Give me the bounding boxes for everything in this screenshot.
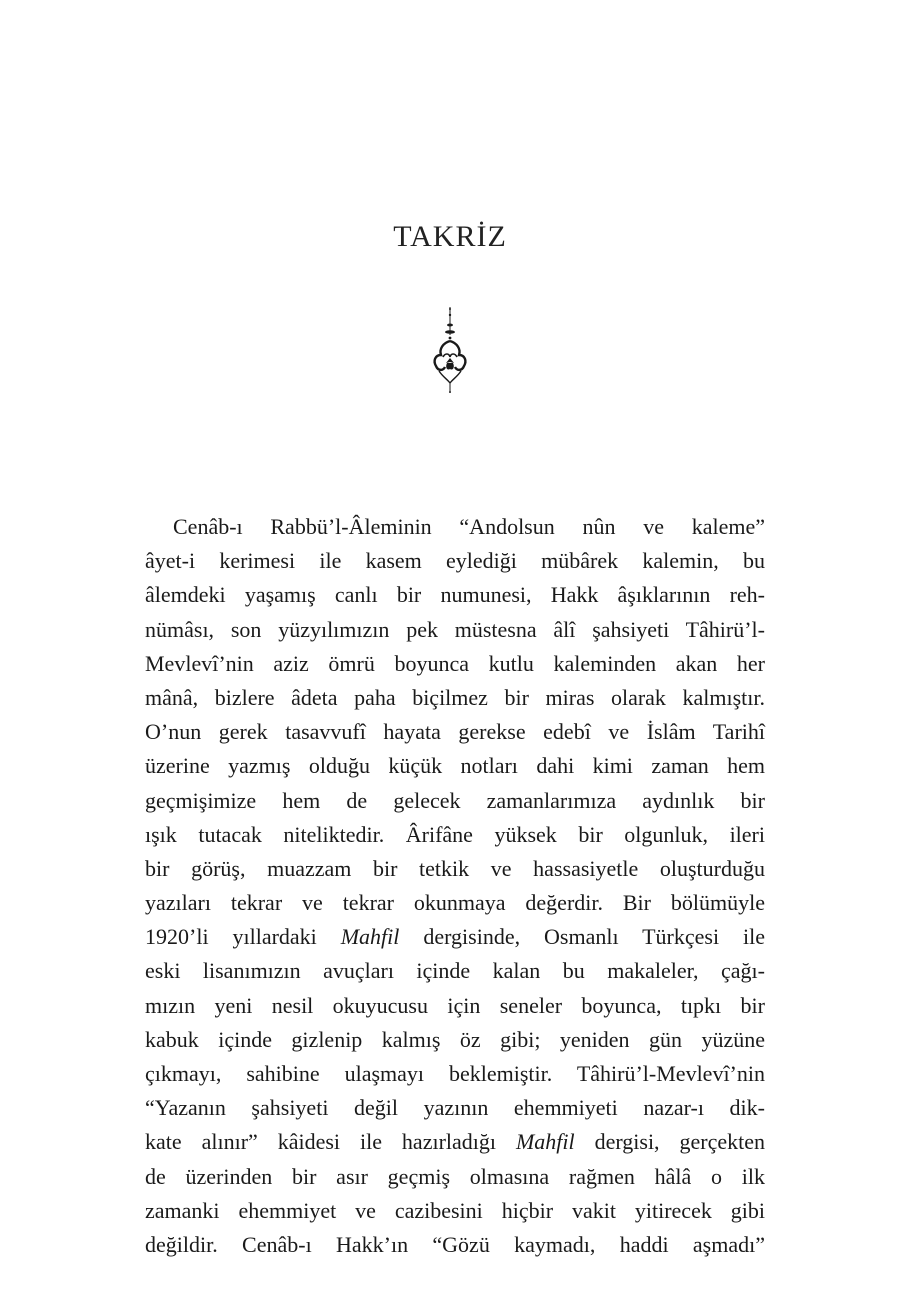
text-segment: dergisi, gerçekten	[594, 1129, 766, 1155]
text-line: değildir. Cenâb-ı Hakk’ın “Gözü kaymadı, haddi aşmadı”	[145, 1231, 765, 1257]
text-segment: dergisinde, Osmanlı Türkçesi ile	[423, 924, 766, 950]
text-line-with-italic	[145, 920, 765, 954]
text-line: mızın yeni nesil okuyucusu için seneler boyunca, tıpkı bir	[145, 992, 765, 1018]
floral-ornament-icon	[425, 305, 475, 395]
journal-title-italic: Mahfil	[340, 924, 400, 950]
text-line: de üzerinden bir asır geçmiş olmasına rağmen hâlâ o ilk	[145, 1163, 765, 1189]
text-line: nümâsı, son yüzyılımızın pek müstesna âlî şahsiyeti Tâhirü’l-	[145, 616, 765, 642]
text-line: zamanki ehemmiyet ve cazibesini hiçbir vakit yitirecek gibi	[145, 1197, 765, 1223]
text-line: ışık tutacak niteliktedir. Ârifâne yüksek bir olgunluk, ileri	[145, 821, 765, 847]
text-line: bir görüş, muazzam bir tetkik ve hassasiyetle oluşturduğu	[145, 855, 765, 881]
text-line: yazıları tekrar ve tekrar okunmaya değerdir. Bir bölümüyle	[145, 890, 765, 916]
text-segment: kate alınır” kâidesi ile hazırladığı	[145, 1129, 496, 1155]
text-line: mânâ, bizlere âdeta paha biçilmez bir miras olarak kalmıştır.	[145, 684, 765, 710]
journal-title-italic: Mahfil	[515, 1129, 575, 1155]
text-line: O’nun gerek tasavvufî hayata gerekse edebî ve İslâm Tarihî	[145, 719, 765, 745]
text-line-with-italic	[145, 1125, 765, 1159]
text-line: üzerine yazmış olduğu küçük notları dahi kimi zaman hem	[145, 753, 765, 779]
text-line: geçmişimize hem de gelecek zamanlarımıza aydınlık bir	[145, 787, 765, 813]
text-line: Cenâb-ı Rabbü’l-Âleminin “Andolsun nûn ve kaleme”	[173, 514, 765, 539]
text-line: âlemdeki yaşamış canlı bir numunesi, Hakk âşıklarının reh-	[145, 582, 765, 608]
text-segment: 1920’li yıllardaki	[145, 924, 317, 950]
text-line: âyet-i kerimesi ile kasem eylediği mübârek kalemin, bu	[145, 548, 765, 574]
text-line: kabuk içinde gizlenip kalmış öz gibi; yeniden gün yüzüne	[145, 1026, 765, 1052]
text-line: çıkmayı, sahibine ulaşmayı beklemiştir. Tâhirü’l-Mevlevî’nin	[145, 1061, 765, 1086]
text-line: eski lisanımızın avuçları içinde kalan bu makaleler, çağı-	[145, 958, 765, 984]
chapter-title: TAKRİZ	[393, 220, 507, 253]
body-paragraph	[145, 510, 765, 1262]
text-line: “Yazanın şahsiyeti değil yazının ehemmiyeti nazar-ı dik-	[145, 1095, 765, 1121]
text-line: Mevlevî’nin aziz ömrü boyunca kutlu kaleminden akan her	[145, 650, 765, 676]
